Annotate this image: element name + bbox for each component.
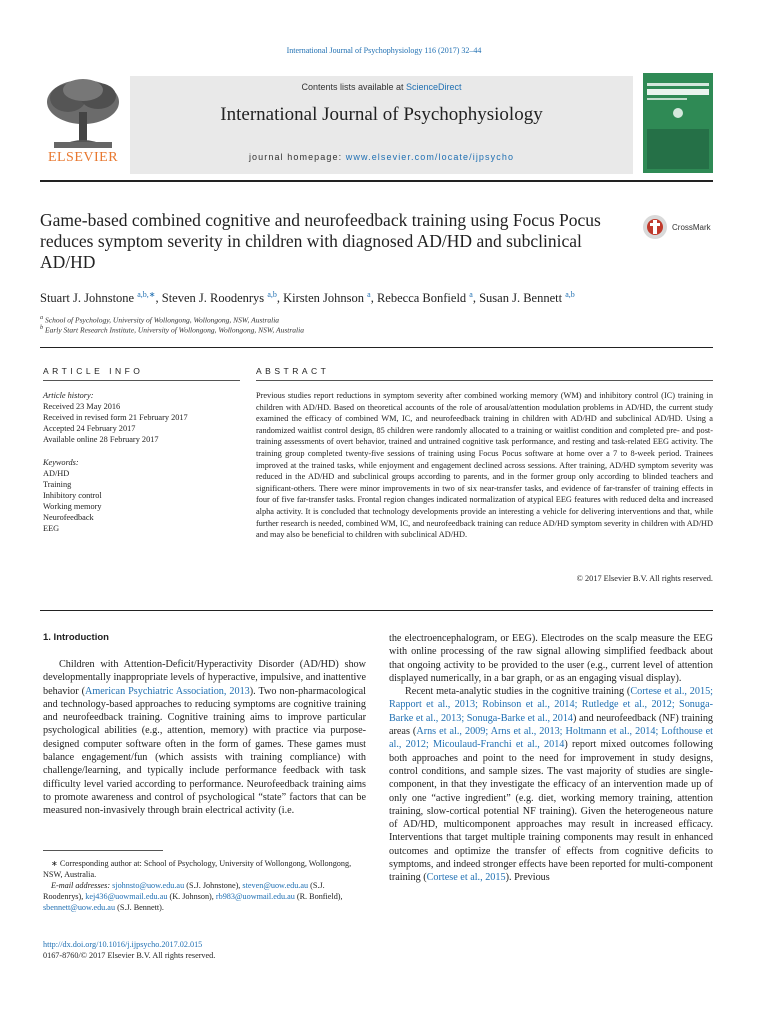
email-link[interactable]: sbennett@uow.edu.au — [43, 903, 116, 912]
abstract-heading: ABSTRACT — [256, 366, 330, 376]
author-name: Susan J. Bennett — [479, 291, 563, 306]
author — [377, 291, 479, 305]
email-owner: (R. Bonfield), — [294, 892, 343, 901]
keywords — [43, 457, 243, 534]
article-info-heading: ARTICLE INFO — [43, 366, 144, 376]
footnotes — [43, 858, 366, 913]
contents-line — [130, 82, 633, 92]
title-divider — [40, 347, 713, 348]
section-heading-introduction: 1. Introduction — [43, 632, 109, 643]
paragraph-text: Recent meta-analytic studies in the cognitive training ( — [405, 686, 631, 698]
history-entry: Received in revised form 21 February 2017 — [43, 413, 188, 422]
author-affiliation-mark[interactable]: a,b — [565, 290, 575, 299]
author-name: Kirsten Johnson — [283, 291, 365, 306]
author-separator: , — [276, 291, 284, 306]
publisher-name: ELSEVIER — [47, 150, 119, 165]
email-owner: (S.J. Bennett). — [115, 903, 164, 912]
corresponding-author-note: ∗ Corresponding author at: School of Psychology, University of Wollongong, Wollongong, NSW, Australia. — [43, 859, 352, 879]
author-separator: , — [370, 291, 377, 306]
issn-copyright: 0167-8760/© 2017 Elsevier B.V. All rights reserved. — [43, 951, 216, 960]
email-link[interactable]: steven@uow.edu.au — [242, 881, 309, 890]
email-link[interactable]: kej436@uowmail.edu.au — [85, 892, 168, 901]
abstract-divider — [40, 610, 713, 611]
email-link[interactable]: sjohnsto@uow.edu.au — [112, 881, 185, 890]
abstract-text: Previous studies report reductions in symptom severity after combined working memory (WM) and inhibitory control (IC) training in children with AD/HD. Based on theoretical accounts of the role of arousal/attention modulation problems in AD/HD, the current study examined the efficacy of combined WM, IC, and neurofeedback training in children with AD/HD and subclinical AD/HD. Using a randomized waitlist control design, 85 children were randomly allocated to a training or waitlist condition and completed pre- and post-training assessments of overt behavior, trained and untrained cognitive task performance, and resting and task-related EEG activity. The training group completed twenty-five sessions of training using Focus Pocus software at home over a 7 to 8-week period. Trainees improved at the trained tasks, while enjoyment and engagement declined across sessions. After training, AD/HD symptom severity was reduced in the AD/HD and subclinical groups according to parents, and in the former group only according to blinded teachers and significant-others. There were minor improvements in two of six near-transfer tasks, and evidence of far-transfer of training effects in four of five far-transfer tasks. Frontal region changes indicated normalization of atypical EEG features with reduced delta and increased alpha activity. It is concluded that technology developments provide an interesting a vehicle for delivering interventions and that, while further research is needed, combined WM, IC, and neurofeedback training can reduce AD/HD symptom severity in children with AD/HD and may also be beneficial to children with subclinical AD/HD. — [256, 391, 713, 540]
sciencedirect-link[interactable]: ScienceDirect — [406, 82, 462, 92]
citation-link[interactable]: Cortese et al., 2015 — [426, 872, 506, 884]
author-separator: , — [472, 291, 480, 306]
body-column-right — [389, 632, 713, 885]
affiliation-b — [40, 324, 304, 335]
journal-citation[interactable]: International Journal of Psychophysiology 116 (2017) 32–44 — [286, 46, 482, 55]
paragraph-text: ) report mixed outcomes following both approaches and point to the need for improvement in study designs, control conditions, and sample sizes. The vast majority of studies are single-component, in that they investigate the efficacy of an intervention made up of only one “active ingredient” (e.g. diet, working memory training, attention training, slow-cortical potential NF training). Given the heterogeneous nature of AD/HD, multicomponent approaches may result in increased efficacy. Interventions that target multiple training components may result in enhanced outcomes and optimize the transfer of effects from cognitive deficits to symptoms, and indeed stronger effects have been reported for multi-component training ( — [389, 739, 714, 884]
citation-link[interactable]: Arns et al., 2009; Arns et al., 2013; Holtmann et al., 2014; Lofthouse et al., 2012; Micoulaud-Franchi et al., 2014 — [389, 726, 713, 751]
intro-paragraph-continued: the electroencephalogram, or EEG). Electrodes on the scalp measure the EEG with online processing of the raw signal allowing simplified feedback about that ongoing activity to be provided to the user (e.g., current level of attention displayed numerically, in a bar graph, or as an engaging visual display). — [389, 633, 713, 684]
doi-link[interactable]: http://dx.doi.org/10.1016/j.ijpsycho.2017.02.015 — [43, 940, 203, 949]
journal-cover-image[interactable] — [643, 73, 713, 173]
author-name: Stuart J. Johnstone — [40, 291, 135, 306]
body-column-left — [43, 658, 366, 818]
email-addresses — [43, 880, 366, 913]
affiliation-a-mark: a — [40, 314, 44, 321]
intro-paragraph-2 — [389, 685, 713, 884]
affiliation-a-text: School of Psychology, University of Wollongong, Wollongong, NSW, Australia — [45, 315, 280, 325]
article-title: Game-based combined cognitive and neurofeedback training using Focus Pocus reduces symptom severity in children with diagnosed AD/HD and subclinical AD/HD — [40, 210, 601, 272]
author-affiliation-mark[interactable]: a,b — [267, 290, 277, 299]
email-label: E-mail addresses: — [51, 881, 113, 890]
email-owner: (S.J. Johnstone), — [184, 881, 243, 890]
email-link[interactable]: rb983@uowmail.edu.au — [215, 892, 295, 901]
article-history — [43, 390, 243, 445]
keyword: Training — [43, 480, 72, 489]
keyword-list — [43, 468, 243, 534]
author-name: Steven J. Roodenrys — [161, 291, 265, 306]
affiliation-b-text: Early Start Research Institute, University of Wollongong, Wollongong, NSW, Australia — [45, 325, 304, 335]
paragraph-text: ) and neurofeedback (NF) training areas ( — [389, 712, 714, 738]
paragraph-text: Children with Attention-Deficit/Hyperactivity Disorder (AD/HD) show developmentally inappropriate levels of hyperactive, impulsive, and inattentive behavior ( — [43, 659, 366, 697]
history-entry: Available online 28 February 2017 — [43, 435, 159, 444]
journal-title: International Journal of Psychophysiology — [220, 104, 543, 125]
affiliation-b-mark: b — [40, 324, 44, 331]
author-affiliation-mark[interactable]: a,b,∗ — [137, 290, 156, 299]
author — [479, 291, 575, 305]
footnote-rule — [43, 850, 163, 851]
keyword: Working memory — [43, 502, 102, 511]
paragraph-text: ). Previous — [505, 872, 550, 884]
intro-paragraph-1 — [43, 658, 366, 818]
keyword: EEG — [43, 524, 60, 533]
history-label: Article history: — [43, 391, 94, 400]
author-name: Rebecca Bonfield — [376, 291, 467, 306]
author-separator: , — [155, 291, 162, 306]
article-info-rule — [43, 380, 240, 381]
author-affiliation-mark[interactable]: a — [367, 290, 371, 299]
homepage-link[interactable]: www.elsevier.com/locate/ijpsycho — [345, 152, 515, 162]
keyword: Inhibitory control — [43, 491, 102, 500]
author-list — [40, 290, 720, 306]
keyword: AD/HD — [43, 469, 70, 478]
header-divider — [40, 180, 713, 182]
journal-homepage — [130, 152, 633, 162]
crossmark-icon — [642, 214, 668, 240]
homepage-prefix: journal homepage: — [248, 152, 346, 162]
contents-prefix: Contents lists available at — [301, 82, 407, 92]
email-owner: (K. Johnson), — [167, 892, 216, 901]
paragraph-text: ). Two non-pharmacological and technology-based approaches to reducing symptoms are cognitive training and neurofeedback training. Cognitive training aims to improve particular psychological abilities (e.g., attention, memory) with practice via purpose-designed computer software often in the form of games. These games must balance engagement/fun (which assists with training compliance) with challenge/learning, and typically include performance feedback with task difficulty level varied according to performance. Neurofeedback training aims to promote awareness and control of psychological “state” factors that can be measured non-invasively through brain electrical activity (i.e. — [43, 685, 366, 817]
author — [162, 291, 283, 305]
history-entry: Accepted 24 February 2017 — [43, 424, 136, 433]
history-list — [43, 401, 243, 445]
abstract-copyright: © 2017 Elsevier B.V. All rights reserved. — [576, 574, 713, 583]
author-affiliation-mark[interactable]: a — [469, 290, 473, 299]
keywords-label: Keywords: — [43, 458, 79, 467]
email-owner: (S.J. Roodenrys), — [43, 881, 325, 901]
abstract-rule — [256, 380, 713, 381]
citation-link[interactable]: American Psychiatric Association, 2013 — [85, 685, 250, 697]
history-entry: Received 23 May 2016 — [43, 402, 121, 411]
author — [40, 291, 162, 305]
crossmark-badge[interactable] — [642, 214, 711, 240]
keyword: Neurofeedback — [43, 513, 94, 522]
author — [283, 291, 377, 305]
citation-link[interactable]: Cortese et al., 2015; Rapport et al., 2013; Robinson et al., 2014; Rutledge et al., 2012; Sonuga-Barke et al., 2013; Sonuga-Barke et al., 2014 — [389, 686, 713, 724]
affiliation-a — [40, 314, 279, 325]
crossmark-label: CrossMark — [672, 222, 711, 232]
